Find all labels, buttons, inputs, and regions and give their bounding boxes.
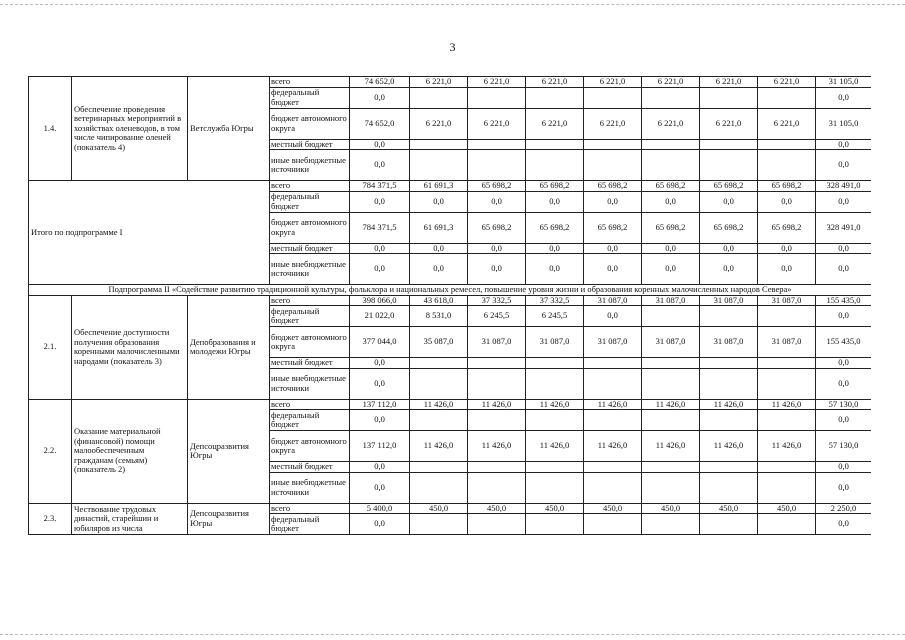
value-cell: 450,0 (526, 503, 584, 514)
value-cell (410, 87, 468, 108)
value-cell: 137 112,0 (350, 431, 410, 462)
value-cell (758, 368, 816, 399)
value-cell: 0,0 (700, 254, 758, 285)
value-cell: 0,0 (642, 243, 700, 254)
subprogram-row (29, 285, 872, 296)
value-cell (758, 514, 816, 535)
value-cell: 784 371,5 (350, 181, 410, 192)
value-cell (584, 514, 642, 535)
budget-row (29, 181, 872, 192)
value-cell: 784 371,5 (350, 212, 410, 243)
value-cell: 65 698,2 (700, 181, 758, 192)
value-cell (468, 514, 526, 535)
value-cell: 398 066,0 (350, 295, 410, 306)
funding-source: федеральный бюджет (270, 191, 350, 212)
value-cell: 450,0 (410, 503, 468, 514)
value-cell: 65 698,2 (468, 212, 526, 243)
value-cell: 61 691,3 (410, 212, 468, 243)
value-cell: 6 245,5 (526, 306, 584, 327)
value-cell: 65 698,2 (468, 181, 526, 192)
value-cell: 65 698,2 (584, 181, 642, 192)
value-cell: 0,0 (816, 254, 872, 285)
value-cell: 11 426,0 (700, 399, 758, 410)
value-cell: 0,0 (816, 462, 872, 473)
value-cell (642, 87, 700, 108)
value-cell: 11 426,0 (758, 399, 816, 410)
value-cell: 74 652,0 (350, 108, 410, 139)
value-cell: 0,0 (642, 191, 700, 212)
value-cell: 35 087,0 (410, 327, 468, 358)
value-cell (642, 410, 700, 431)
value-cell: 0,0 (526, 243, 584, 254)
value-cell: 0,0 (350, 191, 410, 212)
value-cell: 0,0 (350, 254, 410, 285)
value-cell (526, 410, 584, 431)
value-cell: 6 221,0 (758, 77, 816, 88)
value-cell (758, 358, 816, 369)
value-cell (584, 87, 642, 108)
value-cell: 11 426,0 (526, 431, 584, 462)
funding-source: бюджет автономного округа (270, 327, 350, 358)
value-cell: 0,0 (700, 243, 758, 254)
value-cell (642, 368, 700, 399)
value-cell (468, 472, 526, 503)
value-cell (468, 150, 526, 181)
value-cell (758, 410, 816, 431)
value-cell (700, 150, 758, 181)
value-cell: 6 221,0 (526, 108, 584, 139)
value-cell: 377 044,0 (350, 327, 410, 358)
value-cell: 65 698,2 (700, 212, 758, 243)
value-cell (700, 514, 758, 535)
value-cell: 8 531,0 (410, 306, 468, 327)
value-cell: 155 435,0 (816, 295, 872, 306)
scan-edge-bottom (0, 634, 905, 635)
value-cell: 0,0 (816, 243, 872, 254)
value-cell: 0,0 (410, 254, 468, 285)
funding-source: всего (270, 399, 350, 410)
value-cell (584, 410, 642, 431)
value-cell: 0,0 (350, 472, 410, 503)
value-cell (758, 472, 816, 503)
value-cell (700, 368, 758, 399)
funding-source: федеральный бюджет (270, 306, 350, 327)
measure-name: Оказание материальной (финансовой) помощи малообеспеченным гражданам (семьям) (показатель 2) (72, 399, 188, 503)
value-cell: 6 221,0 (584, 108, 642, 139)
value-cell: 31 087,0 (758, 295, 816, 306)
value-cell: 11 426,0 (642, 431, 700, 462)
value-cell: 0,0 (816, 306, 872, 327)
value-cell (526, 139, 584, 150)
responsible-executor: Депсоцразвития Югры (188, 503, 270, 535)
value-cell: 0,0 (350, 87, 410, 108)
value-cell: 6 221,0 (642, 77, 700, 88)
value-cell: 155 435,0 (816, 327, 872, 358)
value-cell: 65 698,2 (642, 181, 700, 192)
value-cell (526, 462, 584, 473)
total-label: Итого по подпрограмме I (29, 181, 270, 285)
value-cell: 6 221,0 (468, 108, 526, 139)
value-cell: 0,0 (350, 139, 410, 150)
value-cell: 6 221,0 (700, 77, 758, 88)
value-cell: 0,0 (816, 514, 872, 535)
row-index: 2.2. (29, 399, 72, 503)
value-cell (468, 368, 526, 399)
value-cell: 31 105,0 (816, 77, 872, 88)
value-cell (584, 358, 642, 369)
value-cell: 328 491,0 (816, 181, 872, 192)
responsible-executor: Депобразования и молодежи Югры (188, 295, 270, 399)
value-cell: 2 250,0 (816, 503, 872, 514)
value-cell: 0,0 (410, 243, 468, 254)
value-cell (410, 368, 468, 399)
value-cell (526, 514, 584, 535)
value-cell: 11 426,0 (410, 399, 468, 410)
value-cell (584, 368, 642, 399)
value-cell: 0,0 (350, 243, 410, 254)
value-cell: 0,0 (816, 150, 872, 181)
scan-edge-top (0, 4, 905, 5)
value-cell: 65 698,2 (642, 212, 700, 243)
value-cell: 0,0 (410, 191, 468, 212)
value-cell: 65 698,2 (758, 181, 816, 192)
value-cell: 11 426,0 (700, 431, 758, 462)
row-index: 2.1. (29, 295, 72, 399)
value-cell (410, 410, 468, 431)
budget-row (29, 399, 872, 410)
value-cell: 0,0 (468, 254, 526, 285)
value-cell: 0,0 (350, 358, 410, 369)
value-cell (410, 462, 468, 473)
value-cell (584, 462, 642, 473)
value-cell: 57 130,0 (816, 431, 872, 462)
value-cell: 0,0 (816, 358, 872, 369)
value-cell: 6 221,0 (526, 77, 584, 88)
budget-table-wrapper (28, 76, 871, 596)
value-cell (642, 139, 700, 150)
value-cell: 0,0 (584, 243, 642, 254)
value-cell: 137 112,0 (350, 399, 410, 410)
value-cell: 6 245,5 (468, 306, 526, 327)
value-cell: 0,0 (758, 254, 816, 285)
value-cell: 0,0 (584, 191, 642, 212)
value-cell: 6 221,0 (468, 77, 526, 88)
value-cell: 0,0 (350, 514, 410, 535)
value-cell: 31 087,0 (700, 295, 758, 306)
value-cell: 0,0 (350, 368, 410, 399)
row-index: 1.4. (29, 77, 72, 181)
value-cell (410, 472, 468, 503)
measure-name: Обеспечение доступности получения образования коренными малочисленными народами (показатель 3) (72, 295, 188, 399)
value-cell (526, 368, 584, 399)
value-cell: 0,0 (816, 139, 872, 150)
value-cell: 450,0 (758, 503, 816, 514)
value-cell: 0,0 (642, 254, 700, 285)
value-cell: 0,0 (700, 191, 758, 212)
value-cell (700, 410, 758, 431)
value-cell (642, 358, 700, 369)
value-cell: 0,0 (350, 410, 410, 431)
value-cell: 31 087,0 (758, 327, 816, 358)
responsible-executor: Депсоцразвития Югры (188, 399, 270, 503)
value-cell (584, 139, 642, 150)
value-cell: 6 221,0 (410, 108, 468, 139)
value-cell (410, 150, 468, 181)
funding-source: бюджет автономного округа (270, 108, 350, 139)
value-cell: 21 022,0 (350, 306, 410, 327)
value-cell: 31 087,0 (526, 327, 584, 358)
measure-name: Обеспечение проведения ветеринарных мероприятий в хозяйствах оленеводов, в том числе чипирование оленей (показатель 4) (72, 77, 188, 181)
value-cell: 11 426,0 (468, 399, 526, 410)
value-cell: 65 698,2 (758, 212, 816, 243)
value-cell (758, 306, 816, 327)
value-cell: 0,0 (350, 462, 410, 473)
value-cell: 43 618,0 (410, 295, 468, 306)
value-cell (642, 472, 700, 503)
funding-source: всего (270, 77, 350, 88)
value-cell: 11 426,0 (526, 399, 584, 410)
value-cell (758, 139, 816, 150)
value-cell: 37 332,5 (526, 295, 584, 306)
value-cell: 0,0 (526, 191, 584, 212)
value-cell: 11 426,0 (584, 431, 642, 462)
value-cell: 0,0 (584, 254, 642, 285)
value-cell: 6 221,0 (584, 77, 642, 88)
value-cell: 65 698,2 (526, 212, 584, 243)
value-cell: 0,0 (468, 191, 526, 212)
value-cell (584, 150, 642, 181)
value-cell: 31 087,0 (642, 295, 700, 306)
value-cell: 0,0 (816, 472, 872, 503)
funding-source: бюджет автономного округа (270, 431, 350, 462)
value-cell: 450,0 (642, 503, 700, 514)
funding-source: всего (270, 181, 350, 192)
value-cell (468, 462, 526, 473)
funding-source: всего (270, 503, 350, 514)
value-cell (642, 462, 700, 473)
funding-source: иные внебюджетные источники (270, 368, 350, 399)
value-cell: 11 426,0 (468, 431, 526, 462)
budget-table (28, 76, 871, 535)
value-cell: 0,0 (758, 191, 816, 212)
value-cell: 6 221,0 (758, 108, 816, 139)
value-cell: 0,0 (468, 243, 526, 254)
value-cell: 31 087,0 (468, 327, 526, 358)
value-cell: 0,0 (350, 150, 410, 181)
value-cell (758, 150, 816, 181)
value-cell (700, 472, 758, 503)
page-number: 3 (449, 40, 456, 54)
value-cell: 6 221,0 (700, 108, 758, 139)
value-cell: 0,0 (584, 306, 642, 327)
funding-source: местный бюджет (270, 243, 350, 254)
value-cell: 0,0 (526, 254, 584, 285)
funding-source: иные внебюджетные источники (270, 472, 350, 503)
value-cell: 31 087,0 (584, 327, 642, 358)
value-cell (468, 139, 526, 150)
value-cell: 31 105,0 (816, 108, 872, 139)
funding-source: местный бюджет (270, 358, 350, 369)
value-cell (642, 514, 700, 535)
value-cell (468, 410, 526, 431)
value-cell (700, 462, 758, 473)
value-cell: 61 691,3 (410, 181, 468, 192)
budget-row (29, 503, 872, 514)
value-cell: 5 400,0 (350, 503, 410, 514)
value-cell (758, 462, 816, 473)
value-cell (700, 306, 758, 327)
value-cell: 31 087,0 (584, 295, 642, 306)
funding-source: местный бюджет (270, 462, 350, 473)
value-cell: 0,0 (816, 410, 872, 431)
funding-source: иные внебюджетные источники (270, 254, 350, 285)
value-cell (410, 358, 468, 369)
value-cell: 11 426,0 (642, 399, 700, 410)
subprogram-title: Подпрограмма II «Содействие развитию традиционной культуры, фольклора и национальных ремесел, повышение уровня жизни и образования коренных малочисленных народов Севера» (29, 285, 872, 296)
value-cell (526, 150, 584, 181)
value-cell: 31 087,0 (700, 327, 758, 358)
budget-row (29, 295, 872, 306)
funding-source: местный бюджет (270, 139, 350, 150)
value-cell: 57 130,0 (816, 399, 872, 410)
value-cell: 11 426,0 (410, 431, 468, 462)
value-cell (468, 358, 526, 369)
value-cell: 450,0 (468, 503, 526, 514)
value-cell: 65 698,2 (584, 212, 642, 243)
value-cell: 74 652,0 (350, 77, 410, 88)
value-cell: 6 221,0 (410, 77, 468, 88)
value-cell (700, 87, 758, 108)
value-cell: 0,0 (816, 368, 872, 399)
value-cell (642, 306, 700, 327)
value-cell: 450,0 (700, 503, 758, 514)
value-cell (584, 472, 642, 503)
value-cell (700, 358, 758, 369)
value-cell (410, 514, 468, 535)
value-cell (642, 150, 700, 181)
value-cell: 11 426,0 (758, 431, 816, 462)
value-cell: 11 426,0 (584, 399, 642, 410)
value-cell: 65 698,2 (526, 181, 584, 192)
value-cell (526, 358, 584, 369)
measure-name: Чествование трудовых династий, старейшин и юбиляров из числа (72, 503, 188, 535)
value-cell (700, 139, 758, 150)
value-cell (526, 87, 584, 108)
funding-source: федеральный бюджет (270, 410, 350, 431)
value-cell: 0,0 (758, 243, 816, 254)
value-cell: 328 491,0 (816, 212, 872, 243)
value-cell (410, 139, 468, 150)
funding-source: федеральный бюджет (270, 514, 350, 535)
value-cell (526, 472, 584, 503)
value-cell: 37 332,5 (468, 295, 526, 306)
funding-source: всего (270, 295, 350, 306)
value-cell: 0,0 (816, 191, 872, 212)
value-cell: 450,0 (584, 503, 642, 514)
value-cell: 6 221,0 (642, 108, 700, 139)
budget-row (29, 77, 872, 88)
value-cell: 31 087,0 (642, 327, 700, 358)
funding-source: федеральный бюджет (270, 87, 350, 108)
value-cell (468, 87, 526, 108)
responsible-executor: Ветслужба Югры (188, 77, 270, 181)
funding-source: иные внебюджетные источники (270, 150, 350, 181)
value-cell (758, 87, 816, 108)
value-cell: 0,0 (816, 87, 872, 108)
funding-source: бюджет автономного округа (270, 212, 350, 243)
row-index: 2.3. (29, 503, 72, 535)
